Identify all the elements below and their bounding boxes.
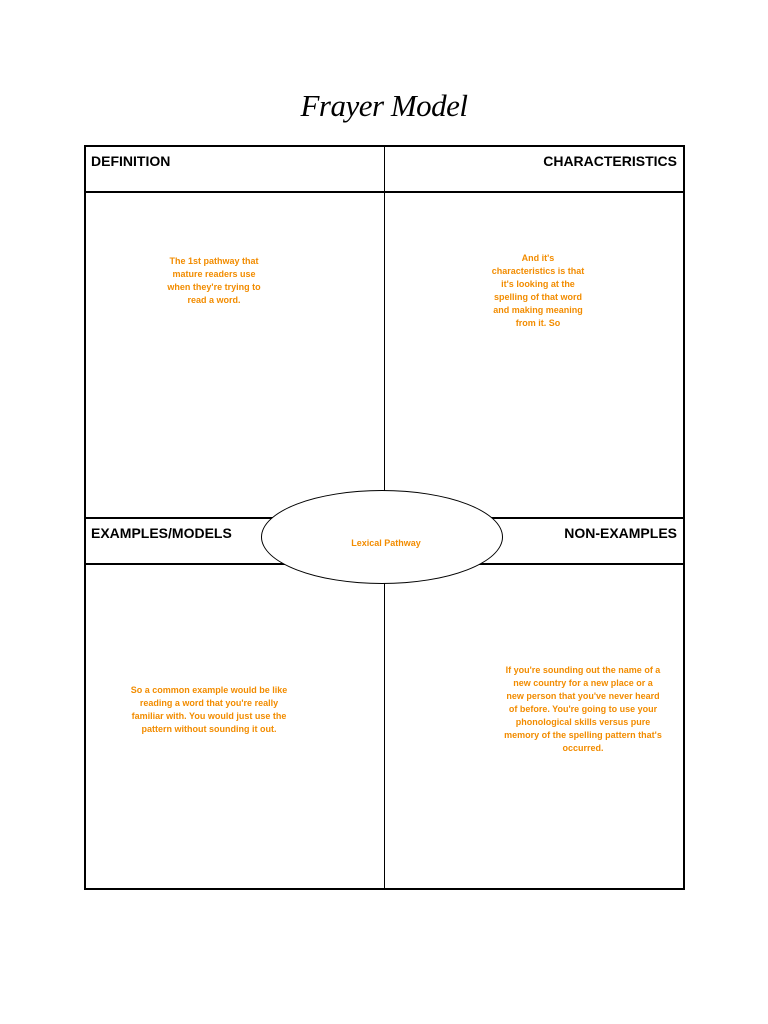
characteristics-line: from it. So	[515, 318, 561, 328]
non-examples-line: of before. You're going to use your	[508, 704, 658, 714]
vertical-divider-bottom	[384, 564, 385, 889]
characteristics-line: characteristics is that	[491, 266, 585, 276]
examples-text	[114, 684, 304, 736]
definition-line: The 1st pathway that	[169, 256, 259, 266]
non-examples-line: If you're sounding out the name of a	[505, 665, 661, 675]
definition-text	[134, 255, 294, 307]
non-examples-text	[483, 664, 683, 755]
vertical-divider-top	[384, 146, 385, 518]
examples-line: reading a word that you're really	[139, 698, 279, 708]
page-title: Frayer Model	[300, 88, 468, 123]
center-term: Lexical Pathway	[351, 538, 421, 548]
non-examples-line: new person that you've never heard	[506, 691, 660, 701]
definition-line: mature readers use	[172, 269, 256, 279]
non-examples-line: new country for a new place or a	[513, 678, 653, 688]
characteristics-line: spelling of that word	[494, 292, 582, 302]
non-examples-line: memory of the spelling pattern that's	[504, 730, 662, 740]
definition-line: read a word.	[187, 295, 241, 305]
examples-line: So a common example would be like	[130, 685, 288, 695]
characteristics-line: it's looking at the	[501, 279, 575, 289]
characteristics-line: and making meaning	[493, 305, 583, 315]
non-examples-line: phonological skills versus pure	[515, 717, 651, 727]
non-examples-line: occurred.	[562, 743, 604, 753]
examples-line: pattern without sounding it out.	[141, 724, 277, 734]
characteristics-heading: CHARACTERISTICS	[543, 153, 677, 169]
non-examples-heading: NON-EXAMPLES	[564, 525, 677, 541]
examples-line: familiar with. You would just use the	[131, 711, 287, 721]
definition-line: when they're trying to	[167, 282, 261, 292]
characteristics-line: And it's	[521, 253, 555, 263]
examples-heading: EXAMPLES/MODELS	[91, 525, 232, 541]
top-header-divider	[85, 191, 684, 193]
characteristics-text	[458, 252, 618, 330]
definition-heading: DEFINITION	[91, 153, 171, 169]
